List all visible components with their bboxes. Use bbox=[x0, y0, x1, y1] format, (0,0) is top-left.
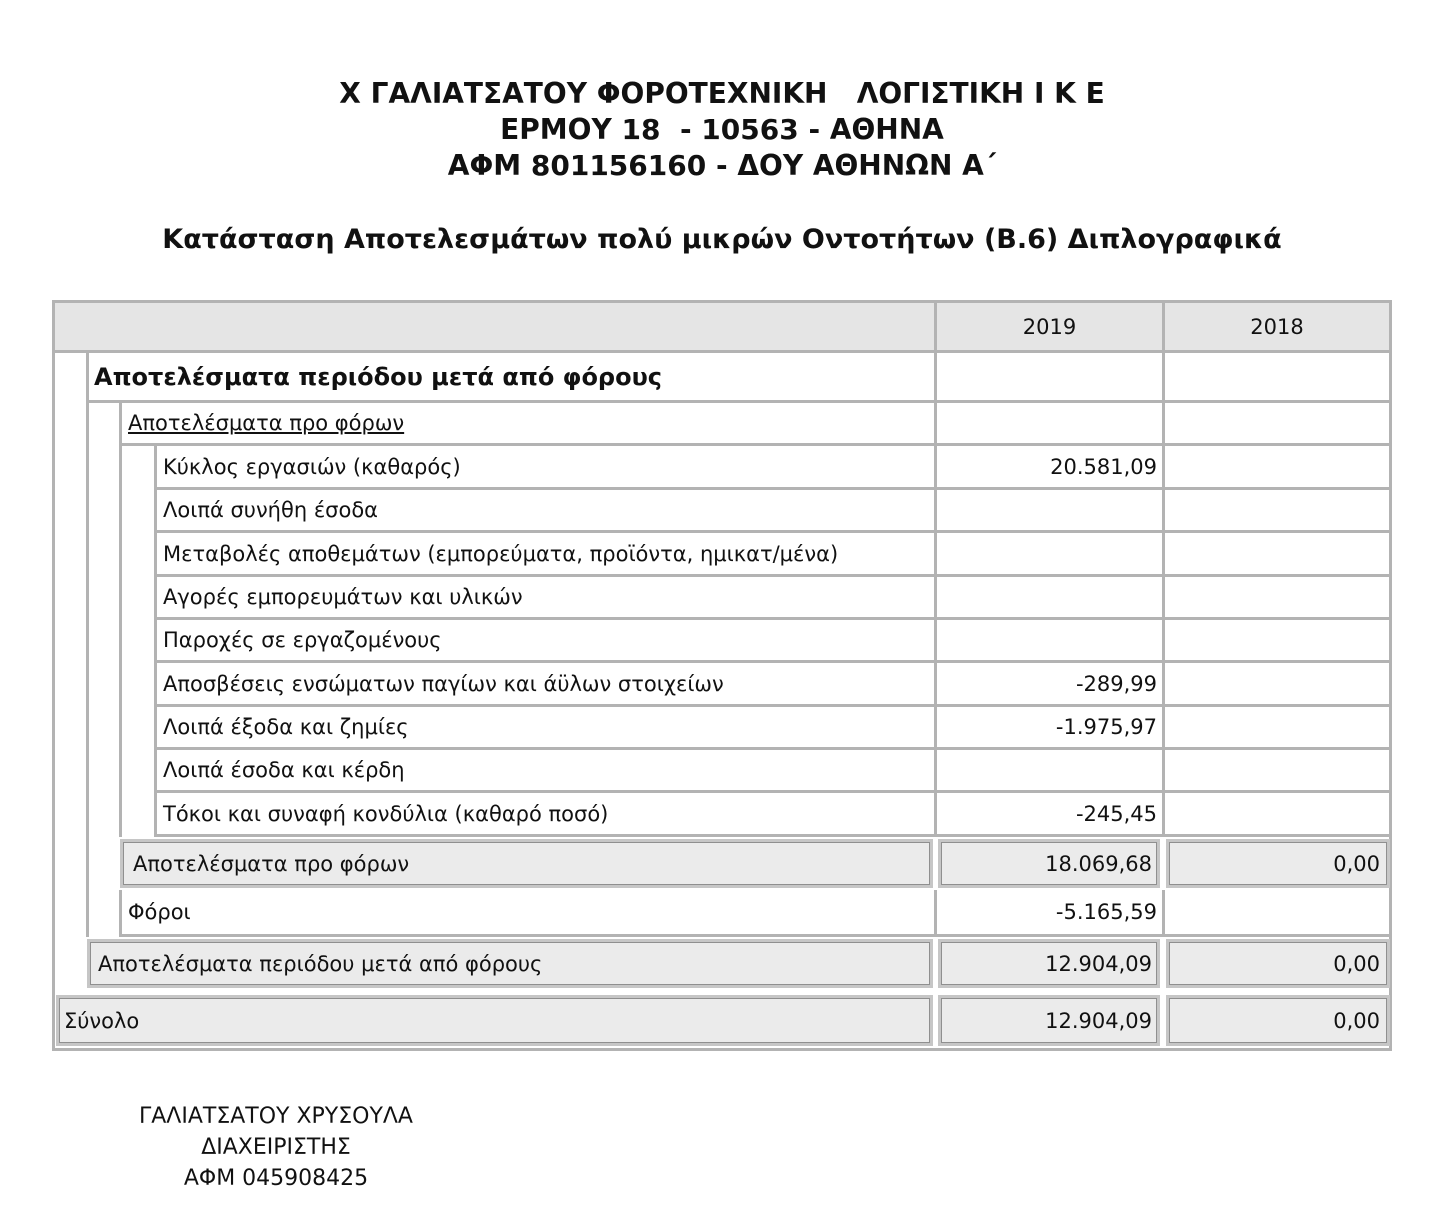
row-label: Μεταβολές αποθεμάτων (εμπορεύματα, προϊόντα, ημικατ/μένα) bbox=[154, 533, 934, 574]
total-label: Σύνολο bbox=[56, 995, 933, 1046]
subtotal-value-2019: 12.904,09 bbox=[938, 939, 1160, 988]
value-2018 bbox=[1162, 403, 1389, 443]
value-2018 bbox=[1162, 750, 1389, 790]
row-results-before-tax-heading bbox=[119, 403, 1389, 446]
total-value-2018: 0,00 bbox=[1166, 995, 1390, 1046]
row-taxes bbox=[119, 890, 1389, 937]
column-header-2018: 2018 bbox=[1162, 303, 1389, 350]
column-header-2019: 2019 bbox=[934, 303, 1162, 350]
subtotal-label: Αποτελέσματα περιόδου μετά από φόρους bbox=[87, 939, 933, 988]
value-2019: -289,99 bbox=[934, 663, 1162, 704]
row-other-expenses bbox=[154, 707, 1389, 750]
value-2019 bbox=[934, 403, 1162, 443]
subtotal-label: Αποτελέσματα προ φόρων bbox=[120, 839, 933, 888]
row-label: Αποσβέσεις ενσώματων παγίων και άϋλων στοιχείων bbox=[154, 663, 934, 704]
value-2019 bbox=[934, 577, 1162, 617]
value-2019 bbox=[934, 750, 1162, 790]
value-2019 bbox=[934, 490, 1162, 530]
value-2019: 20.581,09 bbox=[934, 446, 1162, 487]
value-2018 bbox=[1162, 577, 1389, 617]
row-label: Παροχές σε εργαζομένους bbox=[154, 620, 934, 660]
statement-title: Κατάσταση Αποτελεσμάτων πολύ μικρών Οντοτήτων (Β.6) Διπλογραφικά bbox=[162, 224, 1282, 255]
value-2018 bbox=[1162, 446, 1389, 487]
row-purchases bbox=[154, 577, 1389, 620]
value-2018 bbox=[1162, 353, 1389, 400]
indent-guide-line bbox=[119, 446, 122, 837]
indent-guide-line bbox=[86, 403, 89, 937]
subtotal-value-2018: 0,00 bbox=[1166, 939, 1390, 988]
value-2019: -1.975,97 bbox=[934, 707, 1162, 747]
row-interest bbox=[154, 793, 1389, 837]
subtotal-value-2018: 0,00 bbox=[1166, 839, 1390, 888]
row-label: Λοιπά έσοδα και κέρδη bbox=[154, 750, 934, 790]
row-label: Αποτελέσματα περιόδου μετά από φόρους bbox=[86, 353, 934, 400]
value-2018 bbox=[1162, 707, 1389, 747]
value-2018 bbox=[1162, 890, 1389, 934]
value-2018 bbox=[1162, 533, 1389, 574]
row-label: Λοιπά έξοδα και ζημίες bbox=[154, 707, 934, 747]
row-subtotal-after-tax bbox=[86, 937, 1389, 990]
value-2018 bbox=[1162, 490, 1389, 530]
row-label: Λοιπά συνήθη έσοδα bbox=[154, 490, 934, 530]
row-depreciation bbox=[154, 663, 1389, 707]
row-label: Κύκλος εργασιών (καθαρός) bbox=[154, 446, 934, 487]
value-2019 bbox=[934, 620, 1162, 660]
row-results-after-tax-heading bbox=[86, 353, 1389, 403]
value-2018 bbox=[1162, 620, 1389, 660]
row-subtotal-before-tax bbox=[119, 837, 1389, 890]
company-name: Χ ΓΑΛΙΑΤΣΑΤΟΥ ΦΟΡΟΤΕΧΝΙΚΗ ΛΟΓΙΣΤΙΚΗ Ι Κ Ε bbox=[339, 77, 1105, 110]
company-tax-info: ΑΦΜ 801156160 - ΔΟΥ ΑΘΗΝΩΝ Α΄ bbox=[447, 149, 997, 182]
row-employee-benefits bbox=[154, 620, 1389, 663]
table-header-row bbox=[55, 303, 1389, 353]
row-other-income bbox=[154, 750, 1389, 793]
row-other-ordinary-income bbox=[154, 490, 1389, 533]
value-2019: -5.165,59 bbox=[934, 890, 1162, 934]
value-2019 bbox=[934, 533, 1162, 574]
row-label: Αγορές εμπορευμάτων και υλικών bbox=[154, 577, 934, 617]
value-2018 bbox=[1162, 663, 1389, 704]
value-2019: -245,45 bbox=[934, 793, 1162, 834]
value-2018 bbox=[1162, 793, 1389, 834]
row-turnover bbox=[154, 446, 1389, 490]
row-inventory-changes bbox=[154, 533, 1389, 577]
row-label: Φόροι bbox=[119, 890, 934, 934]
row-label: Αποτελέσματα προ φόρων bbox=[119, 403, 934, 443]
signatory-name: ΓΑΛΙΑΤΣΑΤΟΥ ΧΡΥΣΟΥΛΑ bbox=[138, 1104, 413, 1129]
signatory-role: ΔΙΑΧΕΙΡΙΣΤΗΣ bbox=[201, 1135, 351, 1160]
signatory-tax-id: ΑΦΜ 045908425 bbox=[183, 1166, 369, 1191]
row-total bbox=[55, 993, 1389, 1048]
total-value-2019: 12.904,09 bbox=[938, 995, 1160, 1046]
company-address: ΕΡΜΟΥ 18 - 10563 - ΑΘΗΝΑ bbox=[500, 113, 944, 146]
row-label: Τόκοι και συναφή κονδύλια (καθαρό ποσό) bbox=[154, 793, 934, 834]
subtotal-value-2019: 18.069,68 bbox=[938, 839, 1160, 888]
header-label-cell bbox=[55, 303, 934, 350]
value-2019 bbox=[934, 353, 1162, 400]
